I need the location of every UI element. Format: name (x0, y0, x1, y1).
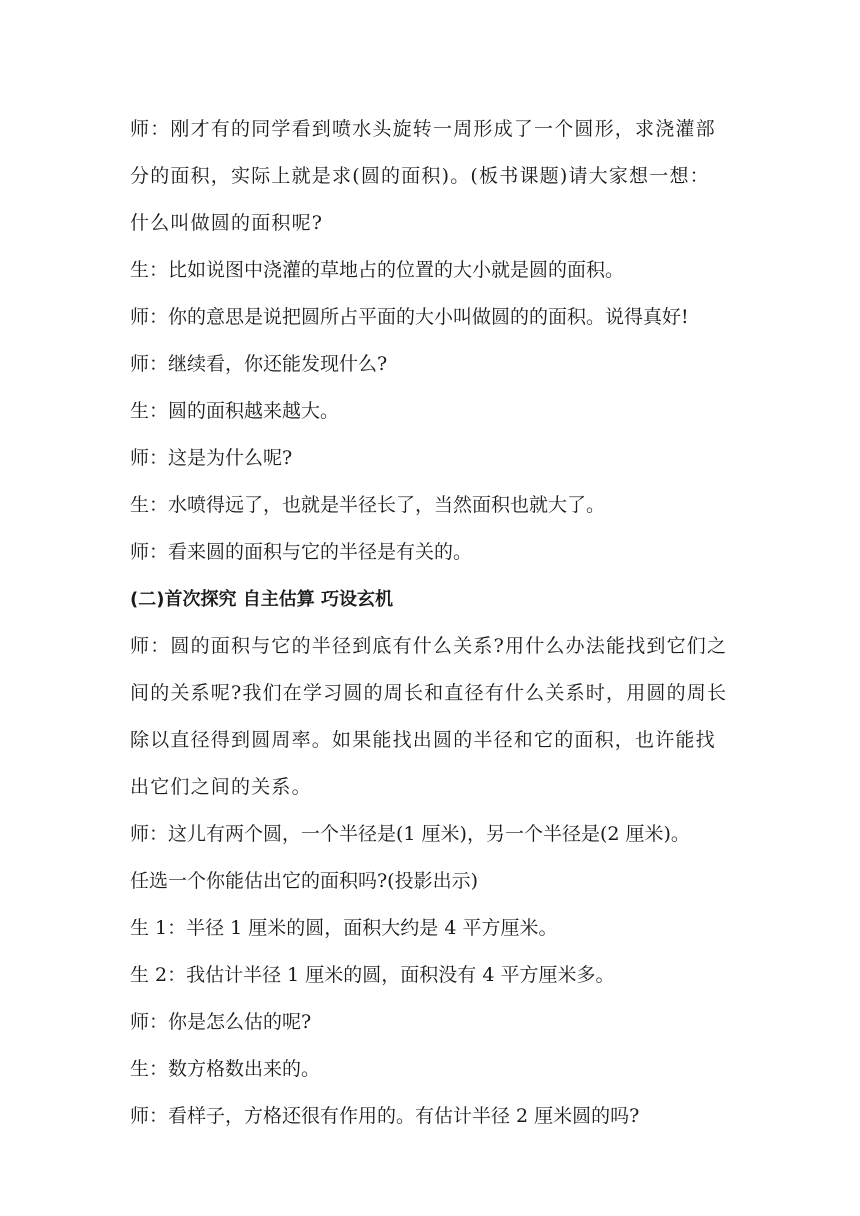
paragraph-teacher-why: 师：这是为什么呢? (130, 447, 293, 469)
paragraph-teacher-question: 师：圆的面积与它的半径到底有什么关系?用什么办法能找到它们之间的关系呢?我们在学习圆的周长和直径有什么关系时，用圆的周长除以直径得到圆周率。如果能找出圆的半径和它的面积，也许能找出它们之间的关系。 (130, 635, 728, 798)
paragraph-student-2: 生 2：我估计半径 1 厘米的圆，面积没有 4 平方厘米多。 (130, 964, 615, 986)
paragraph-teacher-continue: 师：继续看，你还能发现什么? (130, 353, 388, 375)
paragraph-student-observe: 生：圆的面积越来越大。 (130, 400, 340, 422)
document-page (130, 106, 730, 1140)
paragraph-teacher-conclusion: 师：看来圆的面积与它的半径是有关的。 (130, 541, 473, 563)
paragraph-student-1: 生 1：半径 1 厘米的圆，面积大约是 4 平方厘米。 (130, 917, 558, 939)
paragraph-student-answer: 生：比如说图中浇灌的草地占的位置的大小就是圆的面积。 (130, 259, 625, 281)
paragraph-teacher-two-circles: 师：这儿有两个圆，一个半径是(1 厘米)，另一个半径是(2 厘米)。 (130, 823, 690, 845)
section-heading: (二)首次探究 自主估算 巧设玄机 (130, 589, 393, 610)
paragraph-teacher-grid: 师：看样子，方格还很有作用的。有估计半径 2 厘米圆的吗? (130, 1105, 640, 1127)
paragraph-teacher-how: 师：你是怎么估的呢? (130, 1011, 312, 1033)
paragraph-teacher-intro: 师：刚才有的同学看到喷水头旋转一周形成了一个圆形，求浇灌部分的面积，实际上就是求(圆的面积)。(板书课题)请大家想一想：什么叫做圆的面积呢? (130, 118, 716, 234)
paragraph-estimate-prompt: 任选一个你能估出它的面积吗?(投影出示) (130, 870, 479, 892)
paragraph-teacher-praise: 师：你的意思是说把圆所占平面的大小叫做圆的的面积。说得真好! (130, 306, 689, 328)
paragraph-student-reason: 生：水喷得远了，也就是半径长了，当然面积也就大了。 (130, 494, 606, 516)
paragraph-student-count: 生：数方格数出来的。 (130, 1058, 321, 1080)
